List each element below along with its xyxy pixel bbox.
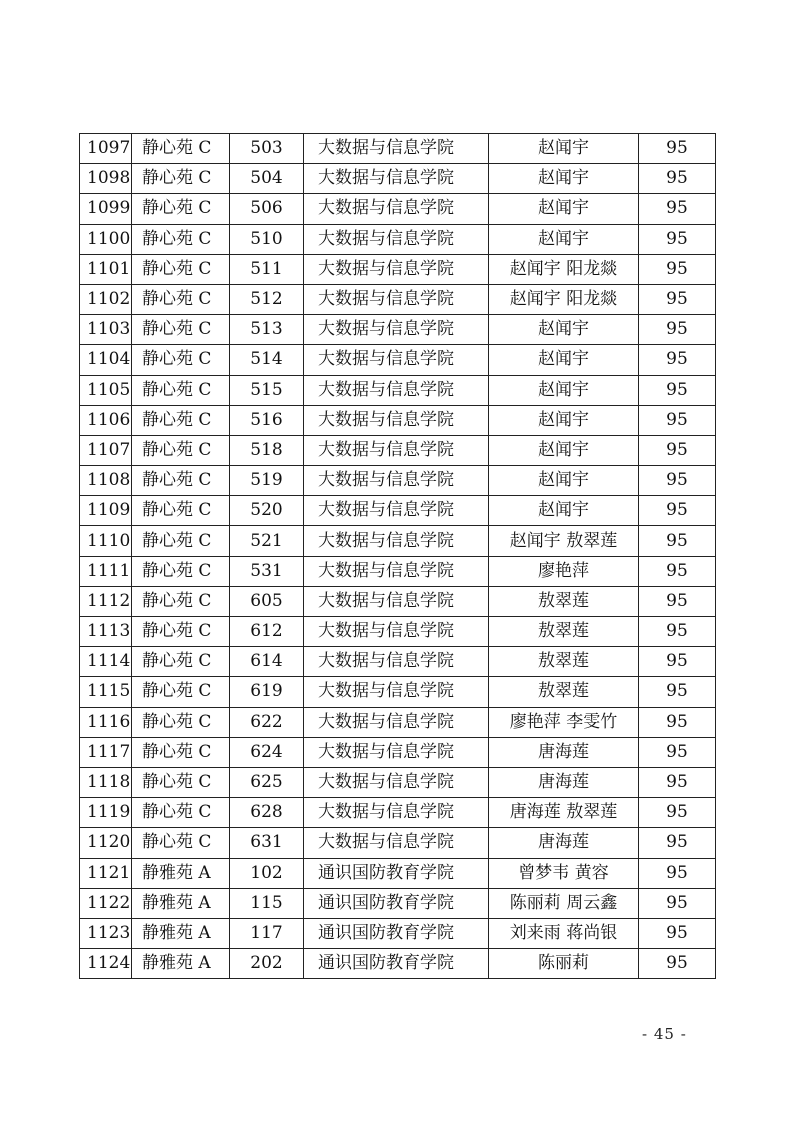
row-number-cell: 1101	[80, 254, 132, 284]
room-cell: 625	[230, 767, 304, 797]
building-cell: 静心苑 C	[132, 828, 230, 858]
table-body	[80, 134, 716, 979]
row-number-cell: 1118	[80, 767, 132, 797]
room-cell: 622	[230, 707, 304, 737]
row-number-cell: 1104	[80, 345, 132, 375]
table-row	[80, 194, 716, 224]
row-number-cell: 1117	[80, 737, 132, 767]
college-cell: 大数据与信息学院	[304, 737, 489, 767]
row-number-cell: 1110	[80, 526, 132, 556]
score-cell: 95	[639, 767, 716, 797]
row-number-cell: 1123	[80, 918, 132, 948]
room-cell: 503	[230, 134, 304, 164]
table-row	[80, 315, 716, 345]
inspector-cell: 唐海莲 敖翠莲	[489, 798, 639, 828]
college-cell: 大数据与信息学院	[304, 435, 489, 465]
row-number-cell: 1108	[80, 466, 132, 496]
table-row	[80, 707, 716, 737]
building-cell: 静雅苑 A	[132, 949, 230, 979]
college-cell: 大数据与信息学院	[304, 767, 489, 797]
row-number-cell: 1105	[80, 375, 132, 405]
table-row	[80, 767, 716, 797]
room-cell: 506	[230, 194, 304, 224]
row-number-cell: 1099	[80, 194, 132, 224]
table-row	[80, 435, 716, 465]
room-cell: 504	[230, 164, 304, 194]
college-cell: 大数据与信息学院	[304, 224, 489, 254]
inspector-cell: 赵闻宇	[489, 164, 639, 194]
row-number-cell: 1107	[80, 435, 132, 465]
building-cell: 静心苑 C	[132, 134, 230, 164]
building-cell: 静心苑 C	[132, 677, 230, 707]
score-cell: 95	[639, 375, 716, 405]
inspector-cell: 赵闻宇	[489, 466, 639, 496]
inspector-cell: 陈丽莉 周云鑫	[489, 888, 639, 918]
inspector-cell: 赵闻宇	[489, 224, 639, 254]
inspector-cell: 廖艳萍	[489, 556, 639, 586]
building-cell: 静心苑 C	[132, 496, 230, 526]
row-number-cell: 1103	[80, 315, 132, 345]
inspector-cell: 唐海莲	[489, 767, 639, 797]
inspector-cell: 敖翠莲	[489, 617, 639, 647]
score-cell: 95	[639, 496, 716, 526]
score-cell: 95	[639, 284, 716, 314]
row-number-cell: 1119	[80, 798, 132, 828]
table-row	[80, 617, 716, 647]
building-cell: 静心苑 C	[132, 647, 230, 677]
room-cell: 614	[230, 647, 304, 677]
college-cell: 大数据与信息学院	[304, 556, 489, 586]
table-row	[80, 375, 716, 405]
score-cell: 95	[639, 798, 716, 828]
college-cell: 大数据与信息学院	[304, 405, 489, 435]
table-row	[80, 345, 716, 375]
score-cell: 95	[639, 194, 716, 224]
inspector-cell: 赵闻宇	[489, 375, 639, 405]
table-row	[80, 737, 716, 767]
college-cell: 大数据与信息学院	[304, 647, 489, 677]
building-cell: 静心苑 C	[132, 315, 230, 345]
college-cell: 通识国防教育学院	[304, 858, 489, 888]
room-cell: 202	[230, 949, 304, 979]
row-number-cell: 1116	[80, 707, 132, 737]
room-cell: 115	[230, 888, 304, 918]
building-cell: 静心苑 C	[132, 194, 230, 224]
room-cell: 510	[230, 224, 304, 254]
row-number-cell: 1115	[80, 677, 132, 707]
table-row	[80, 496, 716, 526]
college-cell: 大数据与信息学院	[304, 617, 489, 647]
building-cell: 静心苑 C	[132, 405, 230, 435]
score-cell: 95	[639, 315, 716, 345]
inspector-cell: 赵闻宇	[489, 315, 639, 345]
table-row	[80, 798, 716, 828]
college-cell: 大数据与信息学院	[304, 526, 489, 556]
inspector-cell: 赵闻宇	[489, 194, 639, 224]
table-row	[80, 164, 716, 194]
college-cell: 大数据与信息学院	[304, 466, 489, 496]
table-row	[80, 405, 716, 435]
row-number-cell: 1122	[80, 888, 132, 918]
building-cell: 静雅苑 A	[132, 888, 230, 918]
row-number-cell: 1109	[80, 496, 132, 526]
college-cell: 大数据与信息学院	[304, 254, 489, 284]
row-number-cell: 1102	[80, 284, 132, 314]
building-cell: 静心苑 C	[132, 224, 230, 254]
building-cell: 静心苑 C	[132, 526, 230, 556]
score-cell: 95	[639, 586, 716, 616]
table-row	[80, 586, 716, 616]
college-cell: 通识国防教育学院	[304, 949, 489, 979]
building-cell: 静心苑 C	[132, 707, 230, 737]
inspector-cell: 唐海莲	[489, 828, 639, 858]
score-cell: 95	[639, 737, 716, 767]
score-cell: 95	[639, 828, 716, 858]
table-row	[80, 556, 716, 586]
room-cell: 117	[230, 918, 304, 948]
inspector-cell: 赵闻宇	[489, 435, 639, 465]
score-cell: 95	[639, 949, 716, 979]
inspector-cell: 赵闻宇 敖翠莲	[489, 526, 639, 556]
score-cell: 95	[639, 254, 716, 284]
row-number-cell: 1120	[80, 828, 132, 858]
college-cell: 大数据与信息学院	[304, 707, 489, 737]
table-row	[80, 134, 716, 164]
building-cell: 静心苑 C	[132, 254, 230, 284]
college-cell: 大数据与信息学院	[304, 194, 489, 224]
room-cell: 516	[230, 405, 304, 435]
row-number-cell: 1100	[80, 224, 132, 254]
table-row	[80, 647, 716, 677]
building-cell: 静心苑 C	[132, 586, 230, 616]
table-row	[80, 224, 716, 254]
dormitory-score-table-container	[79, 133, 715, 979]
room-cell: 631	[230, 828, 304, 858]
inspector-cell: 唐海莲	[489, 737, 639, 767]
inspector-cell: 敖翠莲	[489, 677, 639, 707]
table-row	[80, 526, 716, 556]
row-number-cell: 1106	[80, 405, 132, 435]
score-cell: 95	[639, 647, 716, 677]
score-cell: 95	[639, 466, 716, 496]
college-cell: 大数据与信息学院	[304, 164, 489, 194]
room-cell: 513	[230, 315, 304, 345]
inspector-cell: 赵闻宇 阳龙燚	[489, 284, 639, 314]
college-cell: 大数据与信息学院	[304, 496, 489, 526]
college-cell: 大数据与信息学院	[304, 586, 489, 616]
inspector-cell: 赵闻宇 阳龙燚	[489, 254, 639, 284]
inspector-cell: 曾梦韦 黄容	[489, 858, 639, 888]
room-cell: 102	[230, 858, 304, 888]
row-number-cell: 1121	[80, 858, 132, 888]
room-cell: 612	[230, 617, 304, 647]
college-cell: 大数据与信息学院	[304, 284, 489, 314]
row-number-cell: 1111	[80, 556, 132, 586]
page-number: - 45 -	[642, 1025, 687, 1043]
inspector-cell: 赵闻宇	[489, 345, 639, 375]
college-cell: 通识国防教育学院	[304, 918, 489, 948]
building-cell: 静心苑 C	[132, 164, 230, 194]
room-cell: 531	[230, 556, 304, 586]
inspector-cell: 赵闻宇	[489, 405, 639, 435]
college-cell: 大数据与信息学院	[304, 828, 489, 858]
college-cell: 大数据与信息学院	[304, 798, 489, 828]
score-cell: 95	[639, 345, 716, 375]
room-cell: 624	[230, 737, 304, 767]
table-row	[80, 949, 716, 979]
college-cell: 大数据与信息学院	[304, 375, 489, 405]
inspector-cell: 赵闻宇	[489, 134, 639, 164]
score-cell: 95	[639, 556, 716, 586]
row-number-cell: 1112	[80, 586, 132, 616]
room-cell: 518	[230, 435, 304, 465]
score-cell: 95	[639, 134, 716, 164]
college-cell: 大数据与信息学院	[304, 315, 489, 345]
room-cell: 628	[230, 798, 304, 828]
table-row	[80, 918, 716, 948]
table-row	[80, 284, 716, 314]
score-cell: 95	[639, 405, 716, 435]
table-row	[80, 858, 716, 888]
table-row	[80, 888, 716, 918]
score-cell: 95	[639, 858, 716, 888]
score-cell: 95	[639, 617, 716, 647]
building-cell: 静心苑 C	[132, 767, 230, 797]
score-cell: 95	[639, 707, 716, 737]
building-cell: 静心苑 C	[132, 284, 230, 314]
score-cell: 95	[639, 435, 716, 465]
table-row	[80, 677, 716, 707]
building-cell: 静心苑 C	[132, 556, 230, 586]
row-number-cell: 1124	[80, 949, 132, 979]
inspector-cell: 陈丽莉	[489, 949, 639, 979]
room-cell: 619	[230, 677, 304, 707]
building-cell: 静心苑 C	[132, 798, 230, 828]
row-number-cell: 1097	[80, 134, 132, 164]
building-cell: 静心苑 C	[132, 435, 230, 465]
score-cell: 95	[639, 526, 716, 556]
score-cell: 95	[639, 888, 716, 918]
room-cell: 514	[230, 345, 304, 375]
building-cell: 静心苑 C	[132, 617, 230, 647]
inspector-cell: 赵闻宇	[489, 496, 639, 526]
building-cell: 静雅苑 A	[132, 918, 230, 948]
college-cell: 通识国防教育学院	[304, 888, 489, 918]
inspector-cell: 刘来雨 蒋尚银	[489, 918, 639, 948]
table-row	[80, 466, 716, 496]
building-cell: 静心苑 C	[132, 375, 230, 405]
table-row	[80, 828, 716, 858]
score-cell: 95	[639, 918, 716, 948]
college-cell: 大数据与信息学院	[304, 134, 489, 164]
inspector-cell: 敖翠莲	[489, 586, 639, 616]
score-cell: 95	[639, 224, 716, 254]
inspector-cell: 敖翠莲	[489, 647, 639, 677]
row-number-cell: 1114	[80, 647, 132, 677]
room-cell: 521	[230, 526, 304, 556]
room-cell: 519	[230, 466, 304, 496]
building-cell: 静心苑 C	[132, 345, 230, 375]
inspector-cell: 廖艳萍 李雯竹	[489, 707, 639, 737]
room-cell: 511	[230, 254, 304, 284]
dormitory-score-table	[79, 133, 716, 979]
score-cell: 95	[639, 677, 716, 707]
college-cell: 大数据与信息学院	[304, 345, 489, 375]
room-cell: 605	[230, 586, 304, 616]
building-cell: 静雅苑 A	[132, 858, 230, 888]
building-cell: 静心苑 C	[132, 737, 230, 767]
score-cell: 95	[639, 164, 716, 194]
room-cell: 512	[230, 284, 304, 314]
building-cell: 静心苑 C	[132, 466, 230, 496]
room-cell: 515	[230, 375, 304, 405]
room-cell: 520	[230, 496, 304, 526]
row-number-cell: 1113	[80, 617, 132, 647]
table-row	[80, 254, 716, 284]
row-number-cell: 1098	[80, 164, 132, 194]
college-cell: 大数据与信息学院	[304, 677, 489, 707]
